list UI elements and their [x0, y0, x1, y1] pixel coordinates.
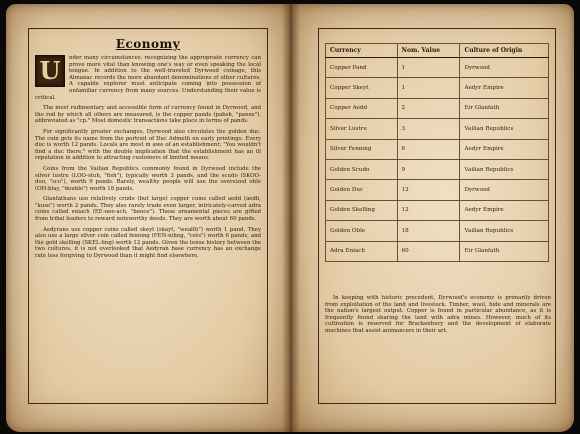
paragraph-1: U nder many circumstances, recognizing the appropriate currency can prove more vital than knowing one's way or even speaking the local tongue. In addition to the well-traveled Dyrwood coinage, this Almanac records the more abundant denominations of other cultures. A capable explorer must anticipate coming into possession of unfamiliar currency from many sources. Understanding their value is critical. [35, 55, 261, 101]
economy-text [35, 55, 261, 264]
table-row: Silver Fenning 6 Aedyr Empire [326, 139, 549, 159]
table-row: Golden Skelling 12 Aedyr Empire [326, 200, 549, 220]
table-header-row [326, 44, 549, 58]
paragraph-5: Glanfathans use relatively crude (but large) copper coins called aedd (aedh, "kuse") worth 2 pands. They also rarely trade even larger, intricately-carved adra coins called eniach (EE-nee-ach, "bence"). These ornamental pieces are gifted from tribal leaders to reward noteworthy deeds. They are worth about 60 pands. [35, 196, 261, 223]
currency-table [325, 43, 549, 262]
left-page-frame [28, 28, 268, 404]
page-title: Economy [115, 37, 181, 51]
right-page-frame [318, 28, 556, 404]
table-row: Copper Skeyt 1 Aedyr Empire [326, 78, 549, 98]
book [6, 4, 574, 432]
paragraph-6: Aedyrans use copper coins called skeyt (skayt, "wealth") worth 1 pand. They also use a large silver coin called fenning (FEN-nihng, "cets") worth 6 pands, and the gold skelling (SKEL-ling) worth 12 pands. Given the tense history between the two cultures, it is not overlooked that Aedyran base currency has an exchange rate less forgiving to Dyrwood than it might find elsewhere. [35, 226, 261, 260]
header-culture: Culture of Origin [460, 44, 549, 58]
table-row: Copper Pand 1 Dyrwood [326, 58, 549, 78]
table-row: Copper Aedd 2 Eir Glanfath [326, 98, 549, 118]
dropcap-letter: U [35, 55, 65, 87]
table-row: Adra Eniach 60 Eir Glanfath [326, 241, 549, 261]
paragraph-3: For significantly greater exchanges, Dyrwood also circulates the golden duc. The coin gets its name from the portrait of Duc Admeth on early printings. Every duc is worth 12 pands. Locals are most in awe of an establishment: "You wouldn't find a duc there," with the double implication that the establishment has an ill reputation in addition to attracting customers of limited means. [35, 128, 261, 162]
left-page [6, 4, 292, 432]
table-row: Golden Oble 18 Vailian Republics [326, 221, 549, 241]
table-row: Golden Scudo 9 Vailian Republics [326, 159, 549, 179]
paragraph-4: Coins from the Vailian Republics commonly found in Dyrwood include the silver lustre (LOO-stuh, "fish"), typically worth 3 pands, and the scudo (SKOO-doo, "sco"), worth 9 pands. Rarely, wealthy people will use the oversized oble (OH-blay, "double") worth 18 pands. [35, 165, 261, 192]
header-nom-value: Nom. Value [397, 44, 460, 58]
table-row: Golden Duc 12 Dyrwood [326, 180, 549, 200]
table-row: Silver Lustre 3 Vailian Republics [326, 119, 549, 139]
economy-note: In keeping with historic precedent, Dyrwood's economy is primarily driven from exploitation of the land and livestock. Timber, wool, hide and minerals are the nation's largest output. Copper is found in particular abundance, as it is frequently found sharing the land with adra mines. However, much of its cultivation is reserved for Brackenbury and the development of elaborate machines that assist animancers in their art. [325, 295, 551, 334]
paragraph-2: The most rudimentary and accessible form of currency found in Dyrwood, and the rod by which all others are measured, is the copper pands (pabsh, "panns"), abbreviated as "cp." Most domestic transactions take place in terms of pands. [35, 105, 261, 125]
header-currency: Currency [326, 44, 398, 58]
right-page [290, 4, 574, 432]
